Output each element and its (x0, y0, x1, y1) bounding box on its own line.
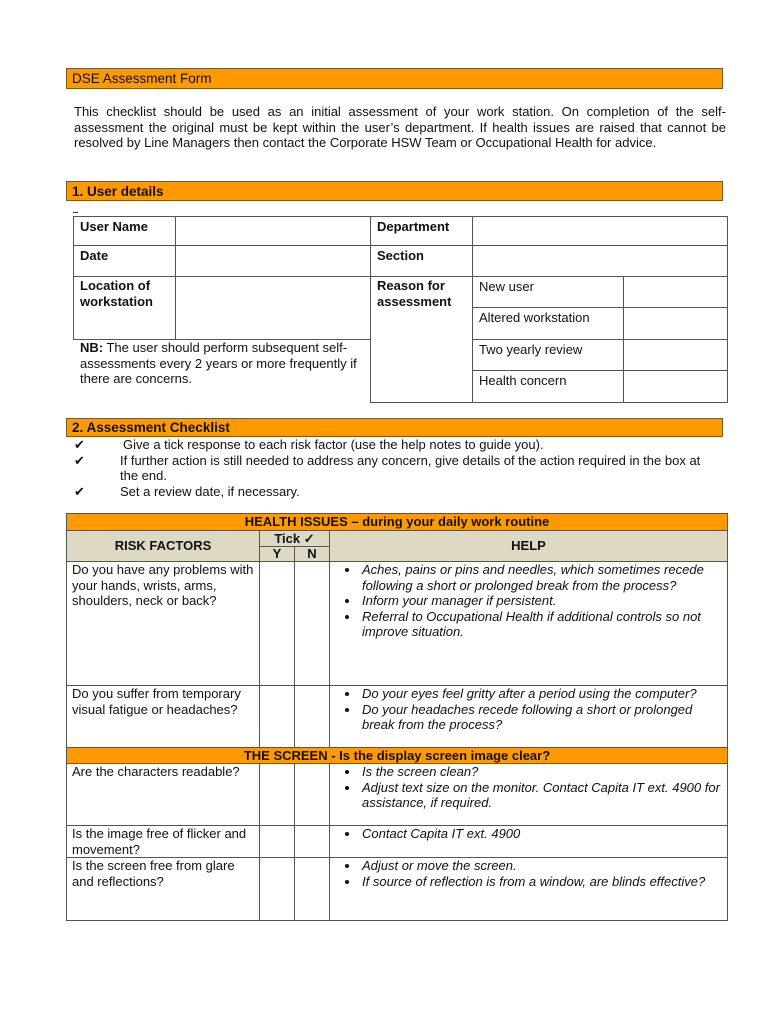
help-item: • Is the screen clean? (360, 764, 722, 780)
check-icon: ✔ (74, 452, 85, 468)
instruction-list (74, 437, 714, 499)
section-header-row (67, 748, 728, 764)
instruction-item (74, 484, 714, 500)
label-user-name: User Name (74, 217, 176, 246)
reason-new-user: New user (473, 277, 624, 308)
help-cell (330, 764, 728, 826)
instruction-text: Set a review date, if necessary. (120, 483, 300, 499)
section-input[interactable] (473, 246, 728, 277)
table-row (67, 686, 728, 748)
tick-no-cell[interactable] (295, 858, 330, 921)
instruction-item (74, 453, 714, 484)
header-tick: Tick ✓ (260, 531, 330, 547)
tick-no-cell[interactable] (295, 764, 330, 826)
nb-note (80, 340, 370, 387)
reason-health-concern-checkbox[interactable] (624, 371, 728, 403)
check-icon: ✔ (74, 483, 85, 499)
stray-mark (73, 212, 78, 213)
help-item: • Referral to Occupational Health if additional controls so not improve situation. (360, 609, 722, 640)
risk-question: Do you suffer from temporary visual fatigue or headaches? (67, 686, 260, 748)
instruction-text: Give a tick response to each risk factor (use the help notes to guide you). (123, 437, 544, 452)
help-item: • If source of reflection is from a window, are blinds effective? (360, 874, 722, 890)
help-cell (330, 562, 728, 686)
header-yes: Y (260, 547, 295, 562)
check-icon: ✔ (74, 437, 85, 452)
risk-question: Do you have any problems with your hands, wrists, arms, shoulders, neck or back? (67, 562, 260, 686)
tick-no-cell[interactable] (295, 686, 330, 748)
form-title-bar (66, 68, 723, 89)
section1-title: 1. User details (72, 184, 164, 199)
nb-label: NB: (80, 340, 104, 355)
help-item: • Inform your manager if persistent. (360, 593, 722, 609)
reason-two-yearly-review-checkbox[interactable] (624, 340, 728, 371)
tick-yes-cell[interactable] (260, 686, 295, 748)
reason-health-concern: Health concern (473, 371, 624, 403)
reason-altered-workstation-checkbox[interactable] (624, 308, 728, 340)
label-location: Location of workstation (74, 277, 176, 340)
label-reason: Reason for assessment (371, 277, 473, 403)
help-item: • Aches, pains or pins and needles, which sometimes recede following a short or prolonged break from the process? (360, 562, 722, 593)
label-department: Department (371, 217, 473, 246)
instruction-item (74, 437, 714, 453)
label-section: Section (371, 246, 473, 277)
section-header-row (67, 514, 728, 531)
intro-paragraph: This checklist should be used as an initial assessment of your work station. On completion of the self-assessment the original must be kept within the user’s department. If health issues are raised that cannot be resolved by Line Managers then contact the Corporate HSW Team or Occupational Health for advice. (74, 104, 726, 150)
help-item: • Adjust text size on the monitor. Contact Capita IT ext. 4900 for assistance, if required. (360, 780, 722, 811)
help-cell (330, 826, 728, 858)
help-item: • Do your eyes feel gritty after a period using the computer? (360, 686, 722, 702)
tick-yes-cell[interactable] (260, 764, 295, 826)
header-no: N (295, 547, 330, 562)
date-input[interactable] (176, 246, 371, 277)
tick-no-cell[interactable] (295, 562, 330, 686)
section-title-health: HEALTH ISSUES – during your daily work routine (67, 514, 728, 531)
assessment-table (66, 513, 728, 921)
tick-yes-cell[interactable] (260, 826, 295, 858)
section2-title-bar (66, 418, 723, 437)
risk-question: Are the characters readable? (67, 764, 260, 826)
tick-yes-cell[interactable] (260, 562, 295, 686)
header-help: HELP (330, 531, 728, 562)
reason-two-yearly-review: Two yearly review (473, 340, 624, 371)
section1-title-bar (66, 181, 723, 201)
help-cell (330, 858, 728, 921)
reason-new-user-checkbox[interactable] (624, 277, 728, 308)
section2-title: 2. Assessment Checklist (72, 420, 230, 435)
help-item: • Do your headaches recede following a short or prolonged break from the process? (360, 702, 722, 733)
risk-question: Is the image free of flicker and movement? (67, 826, 260, 858)
tick-yes-cell[interactable] (260, 858, 295, 921)
table-row (67, 764, 728, 826)
user-name-input[interactable] (176, 217, 371, 246)
help-cell (330, 686, 728, 748)
table-row (67, 858, 728, 921)
header-risk-factors: RISK FACTORS (67, 531, 260, 562)
instruction-text: If further action is still needed to address any concern, give details of the action required in the box at the end. (120, 452, 701, 483)
nb-text: The user should perform subsequent self-assessments every 2 years or more frequently if there are concerns. (80, 340, 357, 386)
help-item: • Adjust or move the screen. (360, 858, 722, 874)
form-title: DSE Assessment Form (72, 71, 212, 86)
table-row (67, 562, 728, 686)
reason-altered-workstation: Altered workstation (473, 308, 624, 340)
location-input[interactable] (176, 277, 371, 340)
help-item: • Contact Capita IT ext. 4900 (360, 826, 722, 842)
department-input[interactable] (473, 217, 728, 246)
section-title-screen: THE SCREEN - Is the display screen image clear? (67, 748, 728, 764)
table-row (67, 826, 728, 858)
risk-question: Is the screen free from glare and reflections? (67, 858, 260, 921)
label-date: Date (74, 246, 176, 277)
tick-no-cell[interactable] (295, 826, 330, 858)
